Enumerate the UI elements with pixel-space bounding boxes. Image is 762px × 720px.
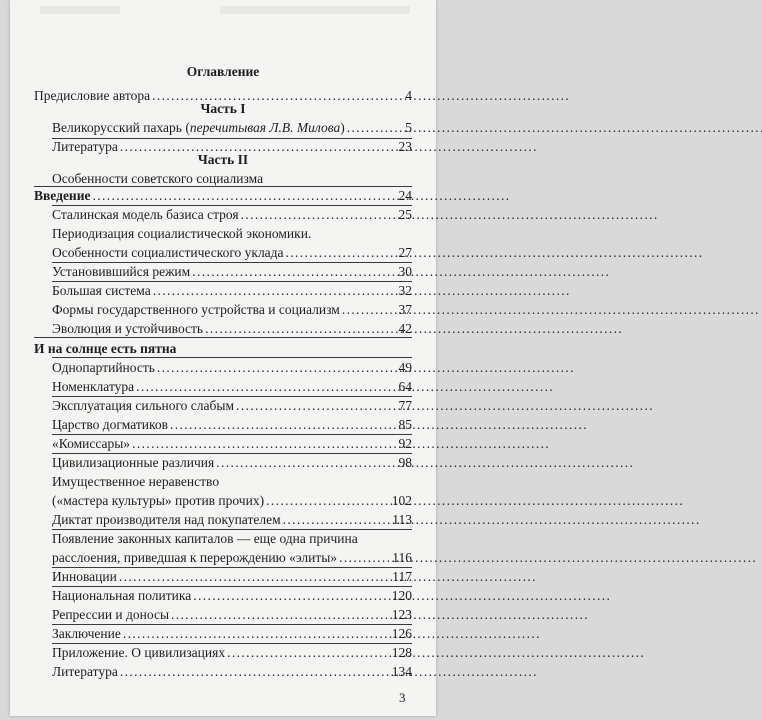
entry-page: 5 [405,120,412,135]
dot-leader [153,281,397,300]
toc-entry [52,605,412,624]
toc-entry [52,434,412,453]
toc-entry [52,529,412,548]
entry-title: Предисловие автора [34,88,151,103]
toc-entry [52,300,412,319]
toc-entry [52,624,412,643]
toc-title: Оглавление [186,64,260,79]
entry-page: 4 [405,88,412,103]
dot-leader [119,567,390,586]
entry-page: 117 [392,569,412,584]
entry-page: 64 [398,379,412,394]
entry-title: Литература [52,139,118,154]
dot-leader [266,491,390,510]
entry-page: 32 [398,283,412,298]
dot-leader [216,453,396,472]
entry-page: 134 [391,664,412,679]
toc-entry [52,548,412,567]
entry-title: Эксплуатация сильного слабым [52,398,235,413]
entry-title: Диктат производителя над покупателем [52,512,281,527]
toc-entry [52,567,412,586]
bleed-through-header-right [220,6,410,14]
toc-entry [52,262,412,281]
entry-page: 113 [392,512,412,527]
toc-entry [52,377,412,396]
entry-title: Особенности социалистического уклада [52,245,284,260]
toc-entry [52,453,412,472]
dot-leader [123,624,390,643]
section-rule [34,337,412,338]
dot-leader [170,415,397,434]
entry-page: 77 [398,398,412,413]
toc-entry [52,118,412,137]
entry-page: 128 [391,645,412,660]
part-2-heading: Часть II [197,152,249,167]
entry-title: Введение [34,188,91,203]
dot-leader [171,605,390,624]
dot-leader [342,300,397,319]
toc-entry [52,358,412,377]
entry-title: («мастера культуры» против прочих) [52,493,265,508]
entry-page: 30 [398,264,412,279]
dot-leader [236,396,396,415]
dot-leader [241,205,397,224]
part-1-heading: Часть I [200,101,246,116]
entry-page: 126 [391,626,412,641]
entry-title: Цивилизационные различия [52,455,215,470]
dot-leader [120,662,390,681]
entry-title: Сталинская модель базиса строя [52,207,239,222]
entry-page: 37 [398,302,412,317]
entry-title: Формы государственного устройства и социализм [52,302,340,317]
dot-leader [347,118,404,137]
entry-title: Царство догматиков [52,417,168,432]
toc-section-spots [34,339,412,358]
page-number: 3 [399,690,406,705]
dot-leader [283,510,391,529]
toc-entry [52,396,412,415]
entry-title: Национальная политика [52,588,192,603]
toc-entry [52,491,412,510]
entry-page: 85 [398,417,412,432]
entry-title: расслоения, приведшая к перерождению «элиты» [52,550,338,565]
entry-title: Периодизация социалистической экономики. [52,226,312,241]
dot-leader [192,262,396,281]
dot-leader [286,243,397,262]
entry-title: Однопартийность [52,360,155,375]
entry-title: Номенклатура [52,379,135,394]
entry-page: 23 [398,139,412,154]
entry-title: Большая система [52,283,151,298]
entry-title: Репрессии и доносы [52,607,170,622]
toc-entry [52,415,412,434]
dot-leader [157,358,397,377]
toc-entry [52,472,412,491]
entry-title: Инновации [52,569,117,584]
entry-title: Великорусский пахарь (перечитывая Л.В. Милова) [52,120,345,135]
entry-title: «Комиссары» [52,436,131,451]
entry-title: Эволюция и устойчивость [52,321,204,336]
entry-page: 24 [398,188,412,203]
toc-entry [52,224,412,243]
toc-entry [52,319,412,338]
entry-page: 92 [398,436,412,451]
entry-title: Появление законных капиталов — еще одна причина [52,531,358,546]
entry-page: 25 [398,207,412,222]
dot-leader [205,319,396,338]
bleed-through-header-left [40,6,120,14]
toc-entry [52,586,412,605]
toc-entry [52,662,412,681]
entry-page: 27 [398,245,412,260]
toc-entry [52,243,412,262]
dot-leader [193,586,390,605]
entry-page: 123 [391,607,412,622]
toc-entry [52,205,412,224]
entry-page: 49 [398,360,412,375]
part-2-subtitle: Особенности советского социализма [52,171,264,186]
entry-page: 102 [391,493,412,508]
toc-entry [52,281,412,300]
toc-entry [52,643,412,662]
dot-leader [227,643,390,662]
entry-title: Установившийся режим [52,264,191,279]
entry-page: 98 [398,455,412,470]
entry-title: Имущественное неравенство [52,474,220,489]
toc-section-intro [34,186,412,205]
entry-page: 120 [391,588,412,603]
book-page [10,0,436,716]
entry-page: 116 [392,550,412,565]
entry-title: И на солнце есть пятна [34,341,177,356]
entry-title: Литература [52,664,118,679]
dot-leader [136,377,396,396]
dot-leader [132,434,396,453]
entry-page: 42 [398,321,412,336]
toc-entry [52,510,412,529]
entry-title: Заключение [52,626,121,641]
dot-leader [339,548,390,567]
dot-leader [92,186,396,205]
entry-title: Приложение. О цивилизациях [52,645,226,660]
